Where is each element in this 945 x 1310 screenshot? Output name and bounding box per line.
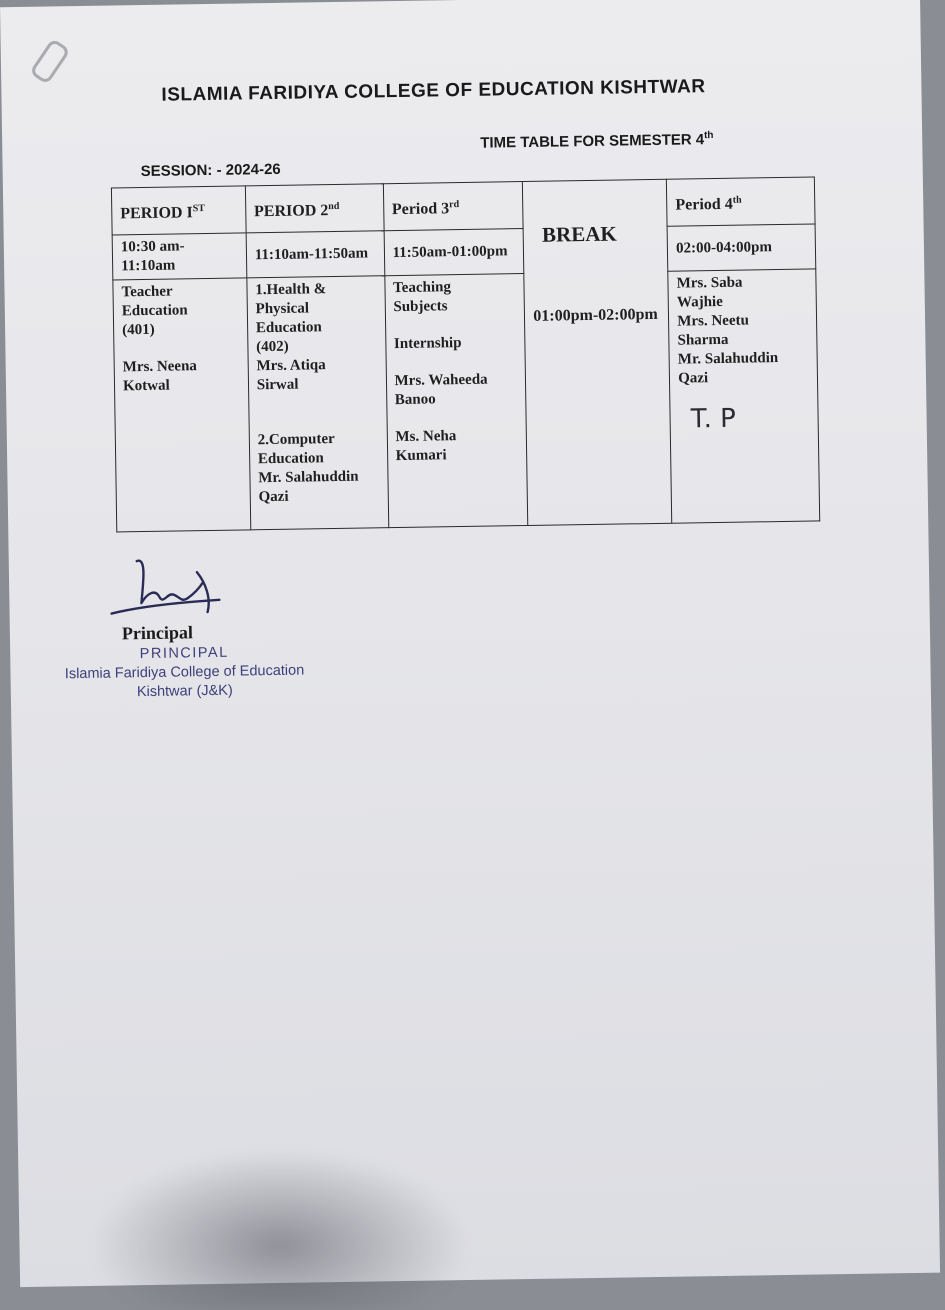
period-3-internship: Internship: [393, 335, 462, 353]
header-period-2-sup: nd: [328, 200, 340, 212]
period-2-teacher-b: Mr. Salahuddin: [258, 468, 359, 487]
session-label: SESSION: - 2024-26: [140, 160, 281, 181]
break-time: 01:00pm-02:00pm: [533, 305, 658, 325]
break-cell: [523, 179, 672, 525]
period-4-teacher: Mr. Salahuddin: [677, 350, 779, 368]
period-2-subject-code: (402): [256, 338, 289, 356]
period-1-subject-code: (401): [122, 321, 155, 339]
hand-shadow: [90, 1150, 470, 1310]
timetable-heading: [480, 130, 714, 152]
header-period-1-sup: ST: [192, 202, 206, 214]
period-4-teacher: Qazi: [678, 370, 709, 387]
official-stamp: [54, 642, 315, 703]
header-period-3-text: Period 3: [391, 199, 450, 218]
stamp-line-location: Kishtwar (J&K): [136, 682, 233, 701]
header-period-4-sup: th: [732, 194, 742, 206]
period-1-subject-line: Teacher: [121, 283, 173, 301]
period-2-cell: [247, 276, 389, 530]
period-2-teacher-a: Sirwal: [256, 376, 299, 394]
period-4-cell: [668, 269, 820, 523]
period-2-subject-a: Physical: [255, 300, 310, 318]
time-period-3: 11:50am-01:00pm: [384, 229, 524, 276]
period-2-subject-b: 2.Computer: [257, 431, 335, 449]
college-title: ISLAMIA FARIDIYA COLLEGE OF EDUCATION KISHTWAR: [161, 76, 706, 106]
period-3-cell: [384, 274, 528, 528]
time-period-4: 02:00-04:00pm: [667, 224, 816, 271]
header-period-4-text: Period 4: [675, 195, 733, 214]
timetable: [111, 176, 820, 532]
period-3-teacher-1: Banoo: [394, 391, 436, 409]
header-period-2: [245, 184, 384, 233]
period-4-teacher: Sharma: [677, 331, 729, 349]
header-period-2-text: PERIOD 2: [253, 201, 329, 220]
signature-title: Principal: [121, 622, 194, 644]
time-period-1: 10:30 am-11:10am: [112, 233, 246, 280]
time-period-2: 11:10am-11:50am: [246, 231, 385, 278]
header-period-1: [111, 186, 246, 235]
semester-suffix: th: [703, 130, 714, 142]
header-period-3: [383, 182, 523, 231]
period-3-subject: Teaching: [392, 279, 452, 297]
paperclip-icon: [29, 38, 71, 85]
principal-signature: [107, 552, 228, 624]
period-4-teacher: Wajhie: [676, 293, 723, 311]
subject-row: [113, 269, 820, 532]
period-3-teacher-1: Mrs. Waheeda: [394, 371, 488, 390]
period-3-teacher-2: Kumari: [395, 447, 447, 465]
period-1-subject-line: Education: [121, 302, 188, 320]
period-4-teacher: Mrs. Neetu: [677, 312, 750, 330]
period-3-teacher-2: Ms. Neha: [395, 428, 457, 446]
period-2-subject-b: Education: [257, 450, 324, 468]
period-1-cell: [113, 278, 251, 532]
period-1-teacher: Kotwal: [122, 377, 170, 395]
period-2-teacher-b: Qazi: [258, 488, 289, 506]
header-period-3-sup: rd: [449, 198, 460, 210]
period-3-subject: Subjects: [393, 298, 448, 316]
period-2-subject-a: 1.Health &: [255, 281, 327, 299]
period-4-teacher: Mrs. Saba: [676, 274, 743, 292]
period-2-subject-a: Education: [255, 319, 322, 337]
stamp-line-title: PRINCIPAL: [139, 644, 229, 663]
header-period-1-text: PERIOD I: [120, 203, 193, 222]
header-period-4: [667, 177, 816, 226]
stamp-line-institution: Islamia Faridiya College of Education: [64, 662, 305, 683]
timetable-heading-text: TIME TABLE FOR SEMESTER 4: [480, 131, 705, 152]
period-2-teacher-a: Mrs. Atiqa: [256, 357, 326, 375]
handwritten-initials: T. P: [690, 403, 737, 435]
period-1-teacher: Mrs. Neena: [122, 358, 198, 376]
break-label: BREAK: [541, 221, 617, 247]
